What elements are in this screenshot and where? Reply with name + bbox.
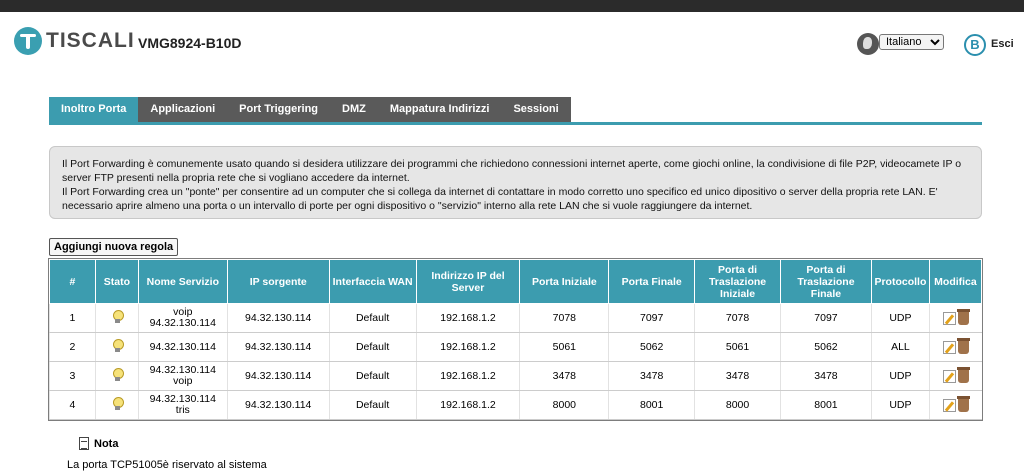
cell-status [95,362,138,391]
table-header-row [50,260,982,304]
service-name-line1: 94.32.130.114 [149,364,216,376]
cell-modify [929,391,981,420]
port-forwarding-table [49,259,982,420]
cell-server-ip: 192.168.1.2 [416,304,520,333]
col-start-port: Porta Iniziale [520,260,609,304]
col-end-port: Porta Finale [609,260,695,304]
cell-status [95,304,138,333]
cell-service-name [138,333,227,362]
tiscali-logo-icon [14,27,42,55]
cell-protocol: UDP [871,304,929,333]
cell-translation-end: 8001 [781,391,872,420]
cell-modify [929,333,981,362]
lightbulb-icon[interactable] [112,397,122,411]
lightbulb-icon[interactable] [112,339,122,353]
service-name-line1: 94.32.130.114 [149,393,216,405]
col-modify: Modifica [929,260,981,304]
service-name-line2: tris [175,404,190,416]
service-name-line1: 94.32.130.114 [149,340,216,353]
tab-mappatura-indirizzi[interactable]: Mappatura Indirizzi [378,97,502,122]
cell-modify [929,362,981,391]
col-translation-end: Porta di Traslazione Finale [781,260,872,304]
trash-icon[interactable] [958,340,969,354]
top-bar [0,0,1024,12]
trash-icon[interactable] [958,311,969,325]
cell-protocol: UDP [871,362,929,391]
tab-port-triggering[interactable]: Port Triggering [227,97,330,122]
cell-translation-end: 3478 [781,362,872,391]
cell-wan-interface: Default [329,304,416,333]
cell-translation-end: 7097 [781,304,872,333]
table-row [50,391,982,420]
cell-number: 2 [50,333,96,362]
col-status: Stato [95,260,138,304]
col-wan-interface: Interfaccia WAN [329,260,416,304]
cell-number: 1 [50,304,96,333]
logout-link[interactable]: Esci [991,38,1014,50]
cell-end-port: 8001 [609,391,695,420]
cell-wan-interface: Default [329,391,416,420]
cell-server-ip: 192.168.1.2 [416,362,520,391]
cell-source-ip: 94.32.130.114 [227,362,329,391]
cell-wan-interface: Default [329,333,416,362]
model-name: VMG8924-B10D [138,35,242,51]
cell-end-port: 7097 [609,304,695,333]
tab-dmz[interactable]: DMZ [330,97,378,122]
info-paragraph-2: Il Port Forwarding crea un "ponte" per consentire ad un computer che si collega da internet di contattare in modo corretto uno specifico ed unico dipositivo o server della propria rete LAN. E' necessario aprire almeno una porta o un intervallo di porte per ogni dispositivo o "servizio" interno alla rete LAN che si vuole raggiungere da internet. [62,186,938,212]
tab-applicazioni[interactable]: Applicazioni [138,97,227,122]
cell-start-port: 3478 [520,362,609,391]
service-name-line1: voip [173,306,193,318]
cell-service-name [138,391,227,420]
cell-source-ip: 94.32.130.114 [227,333,329,362]
cell-end-port: 3478 [609,362,695,391]
service-name-line2: 94.32.130.114 [149,317,216,329]
col-translation-start: Porta di Traslazione Iniziale [695,260,781,304]
col-server-ip: Indirizzo IP del Server [416,260,520,304]
table-row [50,304,982,333]
edit-icon[interactable] [943,341,956,354]
cell-translation-start: 8000 [695,391,781,420]
language-select[interactable] [879,34,944,50]
logout-icon[interactable]: B [964,34,986,56]
cell-modify [929,304,981,333]
cell-server-ip: 192.168.1.2 [416,333,520,362]
cell-server-ip: 192.168.1.2 [416,391,520,420]
table-row [50,362,982,391]
cell-start-port: 7078 [520,304,609,333]
col-source-ip: IP sorgente [227,260,329,304]
edit-icon[interactable] [943,312,956,325]
table-row [50,333,982,362]
service-name-line2: voip [173,375,193,387]
note-icon [79,437,89,450]
cell-status [95,391,138,420]
tab-underline [49,122,982,125]
cell-status [95,333,138,362]
cell-protocol: ALL [871,333,929,362]
cell-translation-start: 7078 [695,304,781,333]
cell-translation-start: 3478 [695,362,781,391]
add-rule-button[interactable]: Aggiungi nuova regola [49,238,178,256]
cell-source-ip: 94.32.130.114 [227,391,329,420]
lightbulb-icon[interactable] [112,310,122,324]
cell-service-name [138,362,227,391]
lightbulb-icon[interactable] [112,368,122,382]
cell-wan-interface: Default [329,362,416,391]
col-number: # [50,260,96,304]
edit-icon[interactable] [943,399,956,412]
brand-name: TISCALI [46,29,135,52]
globe-icon [857,33,879,55]
note-text: La porta TCP51005è riservato al sistema [67,459,267,471]
cell-end-port: 5062 [609,333,695,362]
note-title: Nota [94,438,119,450]
cell-start-port: 8000 [520,391,609,420]
col-protocol: Protocollo [871,260,929,304]
info-paragraph-1: Il Port Forwarding è comunemente usato quando si desidera utilizzare dei programmi che richiedono connessioni internet aperte, come giochi online, la condivisione di file P2P, videocamete IP o server FTP presenti nella propria rete che si vogliano accedere da internet. [62,158,962,184]
col-service-name: Nome Servizio [138,260,227,304]
tab-sessioni[interactable]: Sessioni [501,97,570,122]
edit-icon[interactable] [943,370,956,383]
tab-bar [49,97,571,122]
cell-translation-start: 5061 [695,333,781,362]
cell-protocol: UDP [871,391,929,420]
trash-icon[interactable] [958,369,969,383]
cell-source-ip: 94.32.130.114 [227,304,329,333]
cell-translation-end: 5062 [781,333,872,362]
cell-service-name [138,304,227,333]
header [0,12,1024,72]
cell-number: 3 [50,362,96,391]
tab-inoltro-porta[interactable]: Inoltro Porta [49,97,138,122]
trash-icon[interactable] [958,398,969,412]
info-box [49,146,982,219]
tiscali-logo [14,27,135,55]
cell-start-port: 5061 [520,333,609,362]
cell-number: 4 [50,391,96,420]
